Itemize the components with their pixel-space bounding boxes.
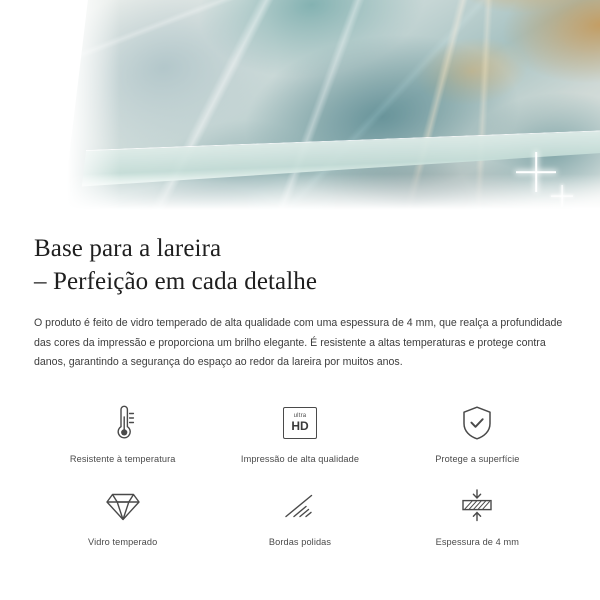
thermometer-icon (108, 401, 138, 445)
headline-line-1: Base para a lareira (34, 235, 222, 262)
feature-label: Bordas polidas (268, 536, 332, 547)
product-description: O produto é feito de vidro temperado de alta qualidade com uma espessura de 4 mm, que realça a profundidade das cores da impressão e proporciona um brilho elegante. É resistente a altas temperaturas e protege contra danos, garantindo a segurança do espaço ao redor da lareira por muitos anos. (34, 317, 563, 369)
hero-fade-bottom (0, 174, 600, 222)
hd-label: HD (291, 419, 309, 434)
feature-item-thickness (389, 480, 566, 547)
diamond-icon (104, 484, 142, 528)
content-section (0, 222, 600, 547)
feature-label: Impressão de alta qualidade (240, 453, 360, 464)
page-title (34, 232, 566, 298)
ultra-label: ultra (293, 413, 307, 420)
headline-line-2: – Perfeição em cada detalhe (34, 268, 318, 295)
feature-item-polished-edges (211, 480, 388, 547)
feature-label: Protege a superfície (435, 453, 520, 464)
feature-grid (34, 397, 566, 547)
feature-label: Resistente à temperatura (69, 453, 176, 464)
feature-item-temperature (34, 397, 211, 464)
polished-edges-icon (281, 484, 319, 528)
feature-item-print-quality (211, 397, 388, 464)
feature-item-surface-protection (389, 397, 566, 464)
ultra-hd-icon (283, 401, 317, 445)
feature-label: Vidro temperado (88, 536, 158, 547)
feature-item-tempered-glass (34, 480, 211, 547)
thickness-icon (457, 484, 497, 528)
feature-label: Espessura de 4 mm (435, 536, 520, 547)
shield-check-icon (460, 401, 494, 445)
hero-image (0, 0, 600, 222)
